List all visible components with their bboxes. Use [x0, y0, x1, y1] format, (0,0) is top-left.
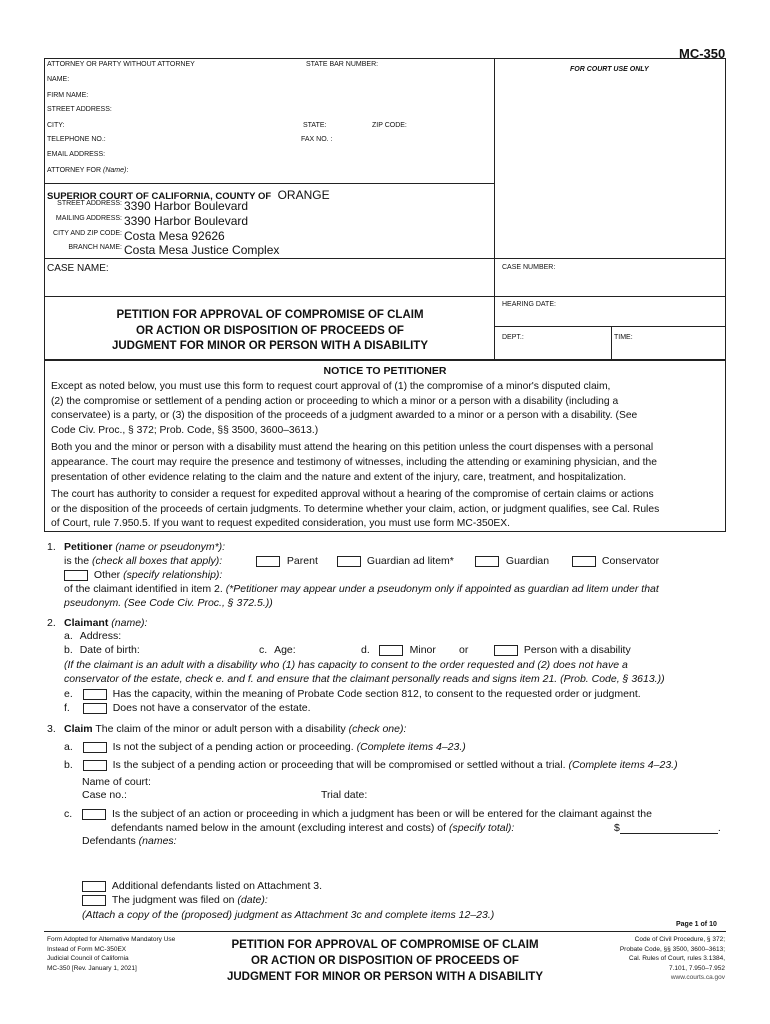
no-conservator-checkbox[interactable]: [83, 703, 107, 714]
city-field[interactable]: CITY:: [47, 122, 65, 129]
notice-p2-line: Both you and the minor or person with a disability must attend the hearing on this petition unless the court dispenses with a personal: [51, 442, 654, 454]
dept-divider: [611, 326, 612, 360]
additional-defendants-checkbox[interactable]: [82, 881, 106, 892]
firm-name-field[interactable]: FIRM NAME:: [47, 92, 89, 99]
item2f-row: [64, 702, 311, 714]
telephone-field[interactable]: TELEPHONE NO.:: [47, 136, 106, 143]
pending-checkbox[interactable]: [83, 760, 107, 771]
judgment-filed-row: [82, 894, 268, 906]
name-field[interactable]: NAME:: [47, 76, 70, 83]
notice-p1-line: (2) the compromise or settlement of a pending action or proceeding to which a minor or a person with a disability (including a: [51, 395, 619, 407]
court-label: SUPERIOR COURT OF CALIFORNIA, COUNTY OF: [47, 191, 272, 202]
pwd-checkbox-row[interactable]: [494, 644, 631, 656]
notice-p2-line: presentation of other evidence relating to the claim and the nature and extent of the injury, care, treatment, and hospitalization.: [51, 471, 627, 483]
item2c-row[interactable]: [259, 644, 296, 656]
footer-right-line: Code of Civil Procedure, § 372;: [634, 936, 725, 943]
footer-title-line: PETITION FOR APPROVAL OF COMPROMISE OF CLAIM: [231, 939, 539, 951]
judgment-text-cont: defendants named below in the amount (excluding interest and costs) of: [111, 822, 447, 834]
judgment-text-cont-row: [111, 822, 514, 834]
pwd-checkbox[interactable]: [494, 645, 518, 656]
attorney-for-label: ATTORNEY FOR: [47, 167, 104, 174]
conservator-checkbox[interactable]: [572, 556, 596, 567]
notice-p3-line: or the disposition of the proceeds of certain judgments. To determine whether your claim, action, or judgment qualifies, see Cal. Rules: [51, 503, 660, 515]
footer-right-line: Probate Code, §§ 3500, 3600–3613;: [619, 945, 725, 953]
judgment-text: Is the subject of an action or proceeding in which a judgment has been or will be entered for the claimant against the: [112, 808, 652, 820]
notice-p2-line: appearance. The court may require the presence and testimony of witnesses, including the attending or examining physician, and the: [51, 456, 657, 468]
notice-p1-line: conservatee) is a party, or (3) the disposition of the proceeds of a judgment awarded to a minor or a person with a disability. (See: [51, 410, 638, 422]
dollar-sign: $: [614, 822, 620, 834]
other-label: Other: [93, 569, 121, 581]
gal-checkbox-row[interactable]: [337, 555, 454, 567]
parent-checkbox-row[interactable]: [256, 555, 318, 567]
dept-label[interactable]: DEPT.:: [502, 334, 524, 341]
item1-label: Petitioner: [64, 541, 113, 553]
casename-bottom-line: [44, 296, 726, 297]
attorney-header: ATTORNEY OR PARTY WITHOUT ATTORNEY: [47, 61, 195, 68]
notice-p1-line: Code Civ. Proc., § 372; Prob. Code, §§ 3500, 3600–3613.): [51, 424, 319, 436]
item2f-letter: f.: [64, 702, 70, 714]
item2d-row: [361, 644, 436, 656]
address-label: Address:: [79, 630, 122, 642]
attach-judgment-note: (Attach a copy of the (proposed) judgment as Attachment 3c and complete items 12–23.): [82, 909, 495, 921]
age-label: Age:: [274, 644, 296, 656]
page-number: Page 1 of 10: [676, 921, 717, 928]
item2c-letter: c.: [259, 644, 268, 656]
form-number: MC-350: [679, 46, 726, 61]
court-street-label: STREET ADDRESS:: [57, 200, 122, 207]
item3c-row: [64, 808, 652, 820]
item1-is-the-row: [64, 555, 222, 567]
no-conservator-text: Does not have a conservator of the estate.: [112, 702, 311, 714]
attorney-for-colon: :: [126, 167, 129, 174]
footer-title-line: JUDGMENT FOR MINOR OR PERSON WITH A DISABILITY: [226, 971, 544, 983]
court-bottom-line: [44, 258, 726, 259]
judgment-filed-text: The judgment was filed on: [111, 894, 235, 906]
conservator-checkbox-row[interactable]: [572, 555, 659, 567]
amount-period: .: [717, 822, 721, 834]
defendants-hint: (names:: [138, 835, 177, 847]
footer-title: [205, 937, 565, 985]
conservator-label: Conservator: [601, 555, 660, 567]
state-bar-label: STATE BAR NUMBER:: [306, 61, 379, 68]
attorney-for-field[interactable]: [47, 167, 128, 174]
item3a-letter: a.: [64, 741, 73, 753]
footer-right-line: 7.101, 7.950–7.952: [668, 964, 725, 972]
caption-title-line: PETITION FOR APPROVAL OF COMPROMISE OF CLAIM: [116, 309, 424, 321]
attorney-bottom-line: [44, 183, 494, 184]
claimant-label-hint: (name):: [111, 617, 148, 629]
not-pending-text: Is not the subject of a pending action or proceeding.: [112, 741, 354, 753]
notice-heading: NOTICE TO PETITIONER: [323, 365, 447, 377]
item2a-letter: a.: [64, 630, 73, 642]
item2e-row: [64, 688, 641, 700]
minor-checkbox[interactable]: [379, 645, 403, 656]
not-pending-hint: (Complete items 4–23.): [356, 741, 466, 753]
caption-title-line: OR ACTION OR DISPOSITION OF PROCEEDS OF: [136, 324, 404, 337]
item2-note-line: conservator of the estate, check e. and f. and ensure that the claimant personally reads and signs item 21. (Prob. Code, § 3613.)): [64, 673, 665, 685]
case-number-label[interactable]: CASE NUMBER:: [502, 264, 556, 271]
court-street-value[interactable]: 3390 Harbor Boulevard: [124, 199, 249, 213]
item1-check-all: (check all boxes that apply):: [92, 555, 223, 567]
state-field[interactable]: STATE:: [303, 122, 327, 129]
hearing-date-label[interactable]: HEARING DATE:: [502, 301, 556, 308]
item1-label-row: [64, 541, 225, 553]
other-checkbox[interactable]: [64, 570, 88, 581]
defendants-label: Defendants: [82, 835, 136, 847]
pending-hint: (Complete items 4–23.): [568, 759, 678, 771]
item2b-row[interactable]: [64, 644, 140, 656]
item2-num: 2.: [47, 617, 56, 629]
court-mailing-label: MAILING ADDRESS:: [55, 215, 122, 222]
parent-checkbox[interactable]: [256, 556, 280, 567]
item2a-row[interactable]: [64, 630, 121, 642]
county-value[interactable]: ORANGE: [277, 188, 330, 202]
claim-label-row: [64, 723, 406, 735]
item3b-letter: b.: [64, 759, 73, 771]
item1-footnote-cont: pseudonym. (See Code Civ. Proc., § 372.5.)): [64, 597, 273, 609]
caption-title: [48, 308, 492, 355]
judgment-filed-checkbox[interactable]: [82, 895, 106, 906]
item2b-letter: b.: [64, 644, 73, 656]
dob-label: Date of birth:: [79, 644, 140, 656]
claimant-label: Claimant: [64, 617, 109, 629]
claim-intro: The claim of the minor or adult person with a disability: [95, 723, 346, 735]
item1-is-the: is the: [64, 555, 90, 567]
case-name-label[interactable]: CASE NAME:: [47, 263, 109, 274]
court-name-field[interactable]: Name of court:: [82, 776, 151, 788]
court-use-divider: [494, 58, 495, 360]
not-pending-checkbox[interactable]: [83, 742, 107, 753]
email-field[interactable]: EMAIL ADDRESS:: [47, 151, 106, 158]
footer-left-line: Form Adopted for Alternative Mandatory Use: [47, 936, 176, 943]
amount-underline[interactable]: [620, 823, 718, 834]
court-city-label: CITY AND ZIP CODE:: [53, 230, 122, 237]
item2d-letter: d.: [361, 644, 370, 656]
item1-footnote: (*Petitioner may appear under a pseudonym only if appointed as guardian ad litem under that: [225, 583, 659, 595]
court-mailing-value[interactable]: 3390 Harbor Boulevard: [124, 214, 249, 228]
zip-field[interactable]: ZIP CODE:: [372, 122, 407, 129]
gal-checkbox[interactable]: [337, 556, 361, 567]
footer-rule: [44, 931, 726, 932]
notice-p3-line: The court has authority to consider a request for expedited approval without a hearing of the compromise of certain claims or actions: [51, 489, 654, 501]
claimant-label-row: [64, 617, 147, 629]
or-label: or: [459, 644, 469, 656]
pwd-label: Person with a disability: [523, 644, 631, 656]
pending-text: Is the subject of a pending action or proceeding that will be compromised or settled without a trial.: [112, 759, 566, 771]
judgment-amount-field[interactable]: [614, 822, 721, 834]
trial-date-field[interactable]: Trial date:: [321, 789, 368, 801]
capacity-text: Has the capacity, within the meaning of Probate Code section 812, to consent to the requested order or judgment.: [112, 688, 641, 700]
notice-p1-line: Except as noted below, you must use this form to request court approval of (1) the compromise of a minor's disputed claim,: [51, 381, 611, 392]
street-address-field[interactable]: STREET ADDRESS:: [47, 106, 112, 113]
fax-field[interactable]: FAX NO. :: [301, 136, 333, 143]
item1-label-hint: (name or pseudonym*):: [115, 541, 226, 553]
item1-num: 1.: [47, 541, 56, 553]
item3b-row: [64, 759, 678, 771]
footer-left-line: Judicial Council of California: [47, 955, 129, 962]
additional-defendants-text: Additional defendants listed on Attachment 3.: [111, 880, 323, 892]
footer-left-line: MC-350 [Rev. January 1, 2021]: [47, 964, 137, 972]
capacity-checkbox[interactable]: [83, 689, 107, 700]
judgment-filed-hint: (date):: [237, 894, 268, 906]
defendants-row[interactable]: [82, 835, 177, 847]
item3a-row: [64, 741, 466, 753]
item1-of-claimant: of the claimant identified in item 2.: [64, 583, 223, 595]
footer-left-line: Instead of Form MC-350EX: [47, 945, 127, 953]
courts-website-link[interactable]: www.courts.ca.gov: [670, 974, 725, 981]
additional-defendants-row: [82, 880, 322, 892]
guardian-checkbox-row[interactable]: [475, 555, 549, 567]
time-label[interactable]: TIME:: [614, 334, 633, 341]
notice-body: [51, 380, 659, 532]
parent-label: Parent: [286, 555, 318, 567]
claim-intro-hint: (check one):: [348, 723, 407, 735]
footer-left: [47, 935, 175, 973]
item3c-letter: c.: [64, 808, 73, 820]
judgment-checkbox[interactable]: [82, 809, 106, 820]
guardian-label: Guardian: [505, 555, 550, 567]
footer-right-line: Cal. Rules of Court, rules 3.1384,: [628, 955, 725, 962]
gal-label: Guardian ad litem*: [366, 555, 454, 567]
item3-num: 3.: [47, 723, 56, 735]
caption-title-line: JUDGMENT FOR MINOR OR PERSON WITH A DISABILITY: [111, 340, 429, 352]
court-use-label: FOR COURT USE ONLY: [570, 66, 649, 73]
notice-p3-line: of Court, rule 7.950.5. If you want to request expedited consideration, you must use form MC-350EX.: [51, 518, 511, 530]
guardian-checkbox[interactable]: [475, 556, 499, 567]
footer-title-line: OR ACTION OR DISPOSITION OF PROCEEDS OF: [251, 955, 519, 967]
footer-right: [620, 935, 725, 983]
other-hint: (specify relationship):: [123, 569, 223, 581]
hearing-bottom-line: [494, 326, 726, 327]
case-no-field[interactable]: Case no.:: [82, 789, 127, 801]
item2e-letter: e.: [64, 688, 73, 700]
item2-note-line: (If the claimant is an adult with a disability who (1) has capacity to consent to the order requested and (2) does not have a: [64, 659, 628, 671]
item1-of-claimant-row: [64, 583, 659, 595]
court-branch-label: BRANCH NAME:: [68, 244, 122, 251]
court-city-value[interactable]: Costa Mesa 92626: [124, 229, 225, 243]
judgment-total-hint: (specify total):: [448, 822, 515, 834]
claim-label: Claim: [64, 723, 93, 735]
attorney-for-name-hint: (Name): [103, 167, 127, 174]
court-branch-value[interactable]: Costa Mesa Justice Complex: [124, 243, 280, 257]
minor-label: Minor: [409, 644, 436, 656]
other-checkbox-row[interactable]: [64, 569, 222, 581]
